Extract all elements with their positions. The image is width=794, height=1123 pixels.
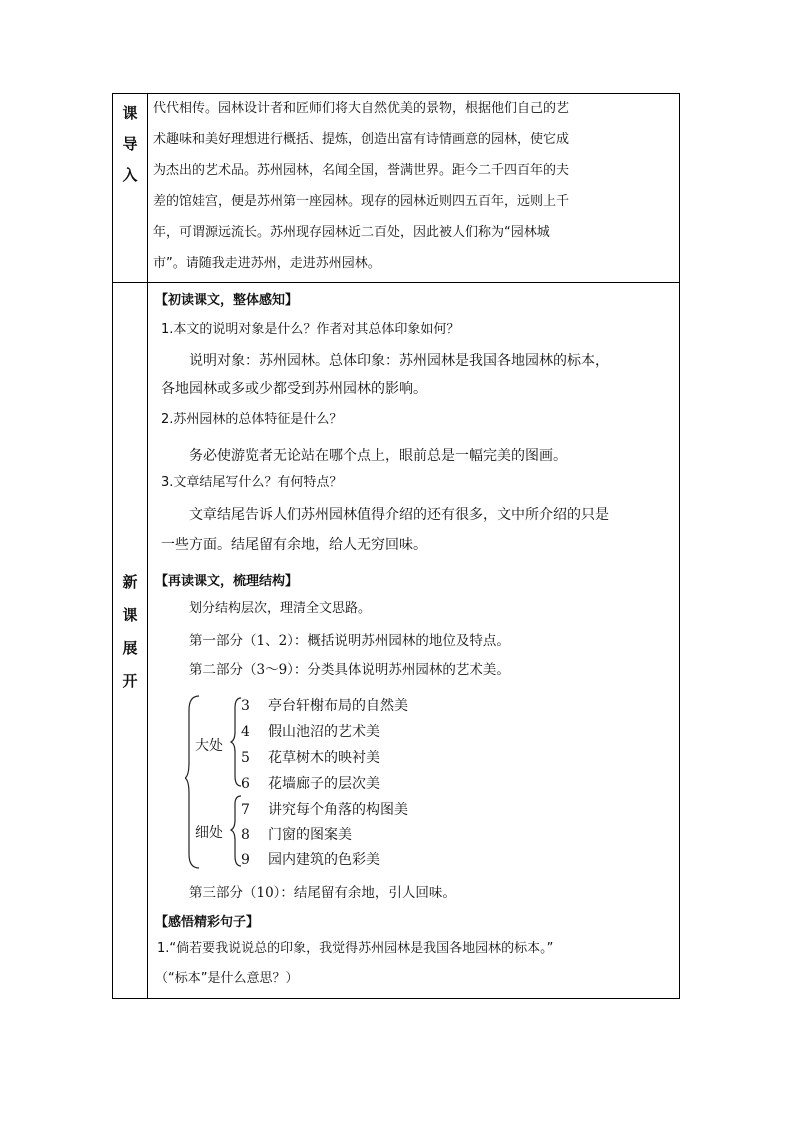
intro-line: 年，可谓源远流长。苏州现存园林近二百处，因此被人们称为“园林城 [153,225,550,240]
label-char: 导 [122,135,138,153]
structure-item-num: 7 [241,802,250,818]
structure-part: 第一部分（1、2）：概括说明苏州园林的地位及特点。 [189,633,510,649]
structure-item-text: 花草树木的映衬美 [268,750,380,766]
structure-item-num: 4 [241,724,250,740]
intro-line: 为杰出的艺术品。苏州园林，名闻全国，誉满世界。距今二千四百年的夫 [153,163,570,178]
quote-line: 1.“倘若要我说说总的印象，我觉得苏州园林是我国各地园林的标本。” [157,941,554,956]
structure-item-text: 亭台轩榭布局的自然美 [268,698,408,714]
structure-item-text: 假山池沼的艺术美 [268,724,380,740]
intro-line: 差的馆娃宫，便是苏州第一座园林。现存的园林近则四五百年，远则上千 [153,194,570,209]
structure-item-text: 讲究每个角落的构图美 [268,802,408,818]
row-label-lesson [113,566,147,698]
label-char: 入 [122,166,138,184]
small-brace [231,796,241,866]
structure-item-text: 门窗的图案美 [268,827,352,843]
big-label: 大处 [195,738,223,754]
label-char: 课 [122,104,138,122]
structure-intro: 划分结构层次，理清全文思路。 [189,601,372,616]
answer-line: 各地园林或多或少都受到苏州园林的影响。 [161,381,427,397]
section-heading: 【感悟精彩句子】 [155,915,260,930]
structure-item-num: 6 [241,776,250,792]
structure-item-num: 8 [241,827,250,843]
answer-line: 务必使游览者无论站在哪个点上，眼前总是一幅完美的图画。 [189,448,567,464]
section-heading: 【再读课文，梳理结构】 [155,574,299,589]
label-char: 开 [122,672,138,690]
intro-line: 术趣味和美好理想进行概括、提炼，创造出富有诗情画意的园林，使它成 [153,132,570,147]
column-divider [147,94,148,998]
answer-line: 文章结尾告诉人们苏州园林值得介绍的还有很多，文中所介绍的只是 [189,507,609,523]
label-char: 新 [122,573,138,591]
row-label-intro [113,98,147,191]
small-label: 细处 [195,825,223,841]
structure-part: 第二部分（3～9）：分类具体说明苏州园林的艺术美。 [189,662,510,678]
structure-item-text: 园内建筑的色彩美 [268,852,380,868]
row-divider [113,282,679,283]
structure-item-num: 9 [241,852,250,868]
structure-item-text: 花墙廊子的层次美 [268,776,380,792]
structure-part: 第三部分（10）：结尾留有余地，引人回味。 [189,885,456,901]
answer-line: 一些方面。结尾留有余地，给人无穷回味。 [161,537,427,553]
big-brace [231,698,241,786]
quote-question: （“标本”是什么意思？） [155,971,299,986]
question: 3.文章结尾写什么？有何特点？ [161,475,343,490]
intro-line: 代代相传。园林设计者和匠师们将大自然优美的景物，根据他们自己的艺 [153,101,570,116]
label-char: 展 [122,639,138,657]
question: 2.苏州园林的总体特征是什么？ [161,412,343,427]
lesson-table [112,93,680,999]
section-heading: 【初读课文，整体感知】 [155,293,299,308]
structure-item-num: 5 [241,750,250,766]
intro-line: 市”。请随我走进苏州，走进苏州园林。 [153,256,381,271]
label-char: 课 [122,606,138,624]
answer-line: 说明对象：苏州园林。总体印象：苏州园林是我国各地园林的标本， [189,353,609,369]
question: 1.本文的说明对象是什么？作者对其总体印象如何？ [161,322,460,337]
structure-item-num: 3 [241,698,250,714]
